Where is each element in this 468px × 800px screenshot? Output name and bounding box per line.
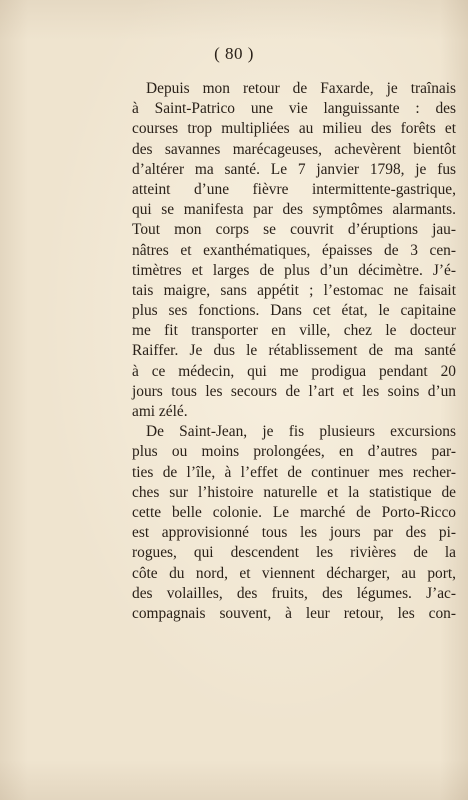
text-line: jours tous les secours de l’art et les soins d’un: [132, 382, 456, 400]
text-line: courses trop multipliées au milieu des forêts et: [132, 120, 456, 138]
text-line: nâtres et exanthématiques, épaisses de 3 cen-: [132, 241, 456, 259]
text-line: atteint d’une fièvre intermittente-gastrique,: [132, 180, 456, 198]
text-line: qui se manifesta par des symptômes alarmants.: [132, 201, 456, 219]
text-line: me fit transporter en ville, chez le docteur: [132, 322, 456, 340]
paragraph-1: [132, 79, 456, 422]
text-line: plus ses fonctions. Dans cet état, le capitaine: [132, 302, 456, 320]
text-line: des volailles, des fruits, des légumes. J’ac-: [132, 584, 456, 602]
paragraph-2: [132, 422, 456, 624]
page-number: ( 80 ): [214, 44, 254, 63]
text-line: rogues, qui descendent les rivières de la: [132, 544, 456, 562]
text-line: compagnais souvent, à leur retour, les con-: [132, 604, 456, 622]
text-line: De Saint-Jean, je fis plusieurs excursions: [146, 423, 456, 441]
text-line: Tout mon corps se couvrit d’éruptions jau-: [132, 221, 456, 239]
body-text: [132, 79, 456, 624]
text-line: à Saint-Patrico une vie languissante : des: [132, 100, 456, 118]
text-line: des savannes marécageuses, achevèrent bientôt: [132, 140, 456, 158]
text-line: Depuis mon retour de Faxarde, je traînais: [146, 80, 456, 97]
text-line: plus ou moins prolongées, en d’autres par-: [132, 443, 456, 461]
text-line: cette belle colonie. Le marché de Porto-Ricco: [132, 503, 456, 521]
text-line: tais maigre, sans appétit ; l’estomac ne faisait: [132, 281, 456, 299]
text-line: ches sur l’histoire naturelle et la statistique de: [132, 483, 456, 501]
text-line: est approvisionné tous les jours par des pi-: [132, 524, 456, 542]
text-line: timètres et larges de plus d’un décimètre. J’é-: [132, 261, 456, 279]
text-line: Raiffer. Je dus le rétablissement de ma santé: [132, 342, 456, 360]
text-line: à ce médecin, qui me prodigua pendant 20: [132, 362, 456, 380]
text-line: ami zélé.: [132, 403, 188, 420]
text-line: ties de l’île, à l’effet de continuer mes recher-: [132, 463, 456, 481]
text-line: d’altérer ma santé. Le 7 janvier 1798, je fus: [132, 160, 456, 178]
text-line: côte du nord, et viennent décharger, au port,: [132, 564, 456, 582]
